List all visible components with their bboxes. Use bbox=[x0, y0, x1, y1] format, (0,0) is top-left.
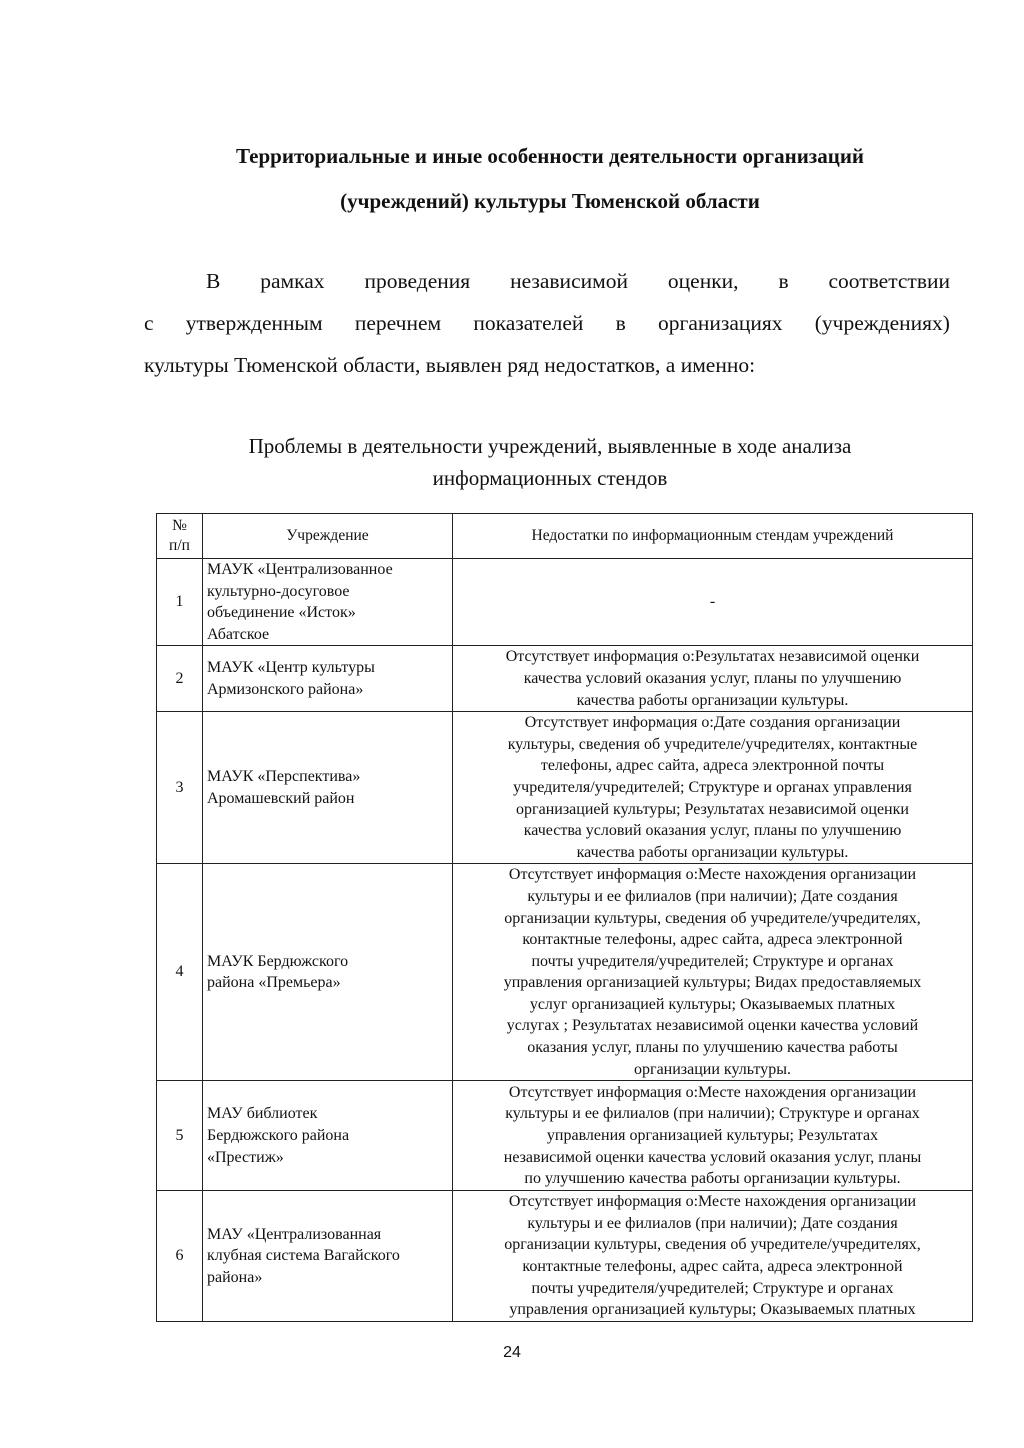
defect-line: независимой оценки качества условий оказания услуг, планы bbox=[503, 1148, 922, 1166]
row-number: 2 bbox=[157, 646, 203, 712]
defect-line: по улучшению качества работы организации культуры. bbox=[524, 1170, 901, 1188]
institution-line: Армизонского района» bbox=[207, 680, 364, 698]
defects-cell bbox=[453, 1191, 973, 1322]
defect-line: качества условий оказания услуг, планы по улучшению bbox=[523, 669, 902, 687]
page-number: 24 bbox=[503, 1344, 521, 1361]
defect-line: качества работы организации культуры. bbox=[576, 843, 849, 861]
header-number bbox=[157, 514, 203, 559]
intro-word: оценки, bbox=[667, 269, 739, 293]
defect-line: телефоны, адрес сайта, адреса электронной почты bbox=[540, 757, 885, 775]
institution-line: МАУК «Перспектива» bbox=[207, 768, 361, 786]
intro-line-3: культуры Тюменской области, выявлен ряд недостатков, а именно: bbox=[144, 353, 756, 377]
institution-line: Аромашевский район bbox=[207, 789, 355, 807]
institution-line: клубная система Вагайского bbox=[207, 1247, 400, 1265]
table-row bbox=[157, 864, 973, 1081]
table-header-row bbox=[157, 514, 973, 559]
institution-cell bbox=[203, 712, 453, 864]
intro-word: рамках bbox=[260, 269, 325, 293]
intro-word: организациях bbox=[658, 311, 783, 335]
institution-line: культурно-досуговое bbox=[207, 582, 350, 600]
intro-word: с bbox=[144, 311, 154, 335]
defects-cell bbox=[453, 1081, 973, 1191]
table-body bbox=[157, 559, 973, 1322]
intro-word: перечнем bbox=[354, 311, 442, 335]
defect-line: организации культуры, сведения об учредителе/учредителях, bbox=[504, 1236, 921, 1254]
intro-line-2 bbox=[144, 302, 950, 344]
institution-line: МАУ «Централизованная bbox=[207, 1225, 382, 1243]
institution-line: МАУК «Центр культуры bbox=[207, 659, 375, 677]
defect-line: управления организацией культуры; Видах предоставляемых bbox=[503, 974, 922, 992]
institution-line: «Престиж» bbox=[207, 1148, 284, 1166]
header-number-line: № bbox=[172, 517, 187, 534]
defect-line: учредителя/учредителей; Структуре и органах управления bbox=[513, 778, 912, 796]
institution-line: объединение «Исток» bbox=[207, 604, 356, 622]
defect-line: культуры и ее филиалов (при наличии); Дате создания bbox=[527, 1214, 898, 1232]
intro-word: проведения bbox=[364, 269, 471, 293]
document-heading bbox=[140, 134, 960, 224]
intro-word: утвержденным bbox=[185, 311, 323, 335]
defect-line: - bbox=[709, 593, 716, 611]
institution-line: МАУ библиотек bbox=[207, 1105, 318, 1123]
header-institution: Учреждение bbox=[203, 514, 453, 559]
row-number: 6 bbox=[157, 1191, 203, 1322]
defect-line: Отсутствует информация о:Месте нахождения организации bbox=[508, 1193, 917, 1211]
defect-line: услугах ; Результатах независимой оценки качества условий bbox=[506, 1017, 919, 1035]
defect-line: оказания услуг, планы по улучшению качества работы bbox=[527, 1039, 898, 1057]
defect-line: Отсутствует информация о:Результатах независимой оценки bbox=[505, 648, 920, 666]
institution-line: МАУК Бердюжского bbox=[207, 952, 349, 970]
heading-line-1: Территориальные и иные особенности деятельности организаций bbox=[235, 144, 865, 168]
table-row bbox=[157, 1081, 973, 1191]
defect-line: культуры и ее филиалов (при наличии); Дате создания bbox=[527, 887, 898, 905]
intro-word: независимой bbox=[510, 269, 628, 293]
defect-line: контактные телефоны, адрес сайта, адреса электронной bbox=[522, 1258, 903, 1276]
defects-cell bbox=[453, 712, 973, 864]
intro-line-1 bbox=[144, 260, 950, 302]
defect-line: Отсутствует информация о:Месте нахождения организации bbox=[508, 1083, 917, 1101]
intro-paragraph bbox=[144, 260, 950, 386]
intro-word: соответствии bbox=[828, 269, 950, 293]
institution-line: района «Премьера» bbox=[207, 974, 341, 992]
table-row bbox=[157, 646, 973, 712]
defect-line: организации культуры, сведения об учредителе/учредителях, bbox=[504, 909, 921, 927]
institution-cell bbox=[203, 864, 453, 1081]
defect-line: организацией культуры; Результатах независимой оценки bbox=[516, 800, 909, 818]
heading-line-2: (учреждений) культуры Тюменской области bbox=[340, 189, 760, 213]
defects-cell bbox=[453, 559, 973, 646]
table-row bbox=[157, 1191, 973, 1322]
intro-word: в bbox=[615, 311, 626, 335]
row-number: 4 bbox=[157, 864, 203, 1081]
defect-line: почты учредителя/учредителей; Структуре и органах bbox=[531, 952, 894, 970]
defects-cell bbox=[453, 646, 973, 712]
institution-cell bbox=[203, 1081, 453, 1191]
defect-line: культуры, сведения об учредителе/учредителях, контактные bbox=[507, 735, 918, 753]
defect-line: почты учредителя/учредителей; Структуре и органах bbox=[531, 1279, 894, 1297]
header-defects: Недостатки по информационным стендам учреждений bbox=[453, 514, 973, 559]
row-number: 3 bbox=[157, 712, 203, 864]
table-row bbox=[157, 712, 973, 864]
table-caption bbox=[150, 430, 950, 494]
defect-line: контактные телефоны, адрес сайта, адреса электронной bbox=[522, 931, 903, 949]
institution-cell bbox=[203, 1191, 453, 1322]
intro-word: В bbox=[206, 269, 221, 293]
defects-cell bbox=[453, 864, 973, 1081]
table-row bbox=[157, 559, 973, 646]
institution-line: МАУК «Централизованное bbox=[207, 561, 393, 578]
defect-line: управления организацией культуры; Оказываемых платных bbox=[509, 1301, 916, 1319]
header-number-line: п/п bbox=[169, 537, 190, 554]
institution-line: Бердюжского района bbox=[207, 1126, 350, 1144]
defect-line: организации культуры. bbox=[634, 1060, 791, 1078]
defect-line: Отсутствует информация о:Дате создания организации bbox=[524, 714, 901, 732]
defect-line: качества работы организации культуры. bbox=[576, 691, 849, 709]
caption-line-1: Проблемы в деятельности учреждений, выявленные в ходе анализа bbox=[248, 434, 852, 458]
caption-line-2: информационных стендов bbox=[432, 466, 668, 490]
institution-line: Абатское bbox=[207, 625, 270, 643]
intro-word: (учреждениях) bbox=[814, 311, 950, 335]
row-number: 1 bbox=[157, 559, 203, 646]
defect-line: услуг организацией культуры; Оказываемых платных bbox=[529, 995, 896, 1013]
defect-line: Отсутствует информация о:Месте нахождения организации bbox=[508, 866, 917, 884]
institution-cell bbox=[203, 646, 453, 712]
intro-word: показателей bbox=[473, 311, 584, 335]
row-number: 5 bbox=[157, 1081, 203, 1191]
intro-word: в bbox=[778, 269, 789, 293]
defect-line: управления организацией культуры; Результатах bbox=[546, 1126, 879, 1144]
defects-table bbox=[156, 513, 973, 1322]
institution-line: района» bbox=[207, 1268, 263, 1286]
defect-line: культуры и ее филиалов (при наличии); Структуре и органах bbox=[505, 1105, 920, 1123]
institution-cell bbox=[203, 559, 453, 646]
defect-line: качества условий оказания услуг, планы по улучшению bbox=[523, 822, 902, 840]
